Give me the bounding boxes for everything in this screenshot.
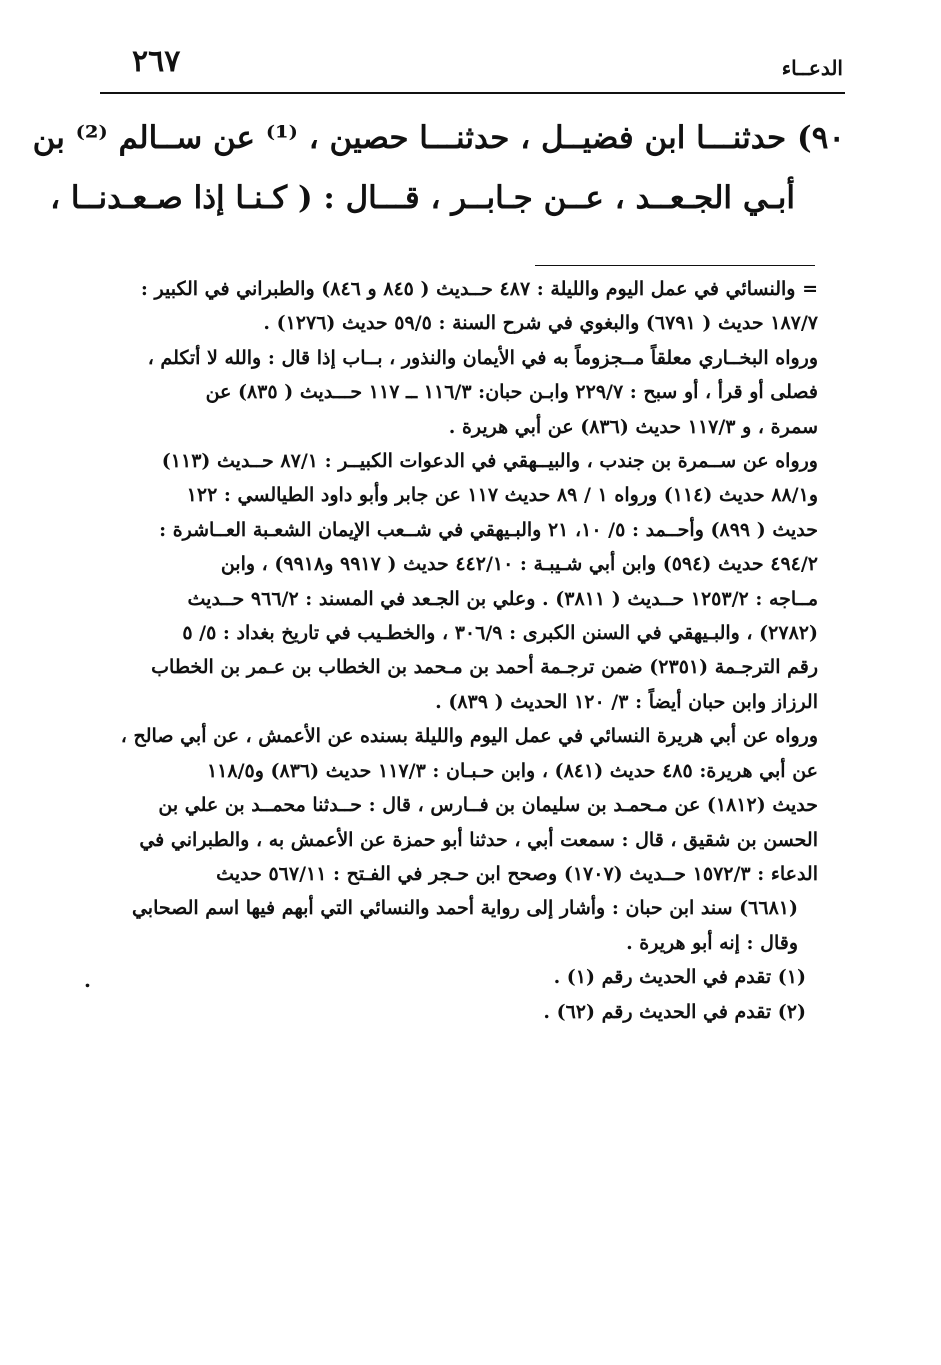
footnote-line: ٤٩٤/٢ حديث (٥٩٤) وابن أبي شـيبـة : ٤٤٢/١٠ حديث ( ٩٩١٧ و٩٩١٨) ، وابن	[220, 553, 818, 576]
margin-mark: .	[84, 968, 91, 992]
footnote-line: = والنسائي في عمل اليوم والليلة : ٤٨٧ حــديث ( ٨٤٥ و ٨٤٦) والطبراني في الكبير :	[140, 278, 818, 300]
footnotes	[102, 272, 818, 1029]
footnote-line: ورواه البخــاري معلقاً مــجزوماً به في الأيمان والنذور ، بــاب إذا قال : والله لا أتكلم ،	[147, 346, 818, 369]
chapter-title: الدعــاء	[781, 56, 843, 80]
running-header	[100, 40, 845, 94]
footnote-line: (٦٦٨١) سند ابن حبان : وأشار إلى رواية أحمد والنسائي التي أبهم فيها اسم الصحابي	[131, 897, 798, 920]
footnote-line: الحسن بن شقيق ، قال : سمعت أبي ، حدثنا أبو حمزة عن الأعمش به ، والطبراني في	[139, 828, 818, 851]
footnote-line: ورواه عن أبي هريرة النسائي في عمل اليوم والليلة بسنده عن الأعمش ، عن أبي صالح ،	[120, 725, 818, 748]
footnote-line: ١٨٧/٧ حديث ( ٦٧٩١) والبغوي في شرح السنة : ٥٩/٥ حديث (١٢٧٦) .	[263, 312, 818, 335]
footnote-line: مــاجه : ١٢٥٣/٢ حــديث ( ٣٨١١) . وعلي بن الجـعد في المسند : ٩٦٦/٢ حــديث	[187, 587, 818, 610]
footnote-line: ورواه عن ســمرة بن جندب ، والبيــهقي في الدعوات الكبيــر : ٨٧/١ حــديث (١١٣)	[161, 450, 818, 473]
footnote-line: (٢٧٨٢) ، والبـيهقي في السنن الكبرى : ٣٠٦/٩ ، والخطـيب في تاريخ بغداد : ٥/ ٥	[182, 622, 818, 645]
hadith-text	[32, 108, 845, 228]
footnote-line: الرزاز وابن حبان أيضاً : ٣/ ١٢٠ الحديث ( ٨٣٩) .	[435, 690, 818, 713]
footnote-2: (٢) تقدم في الحديث رقم (٦٢) .	[543, 1000, 806, 1023]
page-number: ٢٦٧	[132, 44, 181, 79]
footnote-1: (١) تقدم في الحديث رقم (١) .	[553, 966, 806, 989]
footnote-separator	[535, 265, 815, 266]
footnote-line: حديث ( ٨٩٩) وأحــمد : ٥/ ١٠، ٢١ والبـيهقي في شــعب الإيمان الشعـبة العــاشرة :	[159, 518, 818, 541]
hadith-line: ٩٠) حدثنـــا ابن فضيــل ، حدثنـــا حصين ، ⁽¹⁾ عن ســالم ⁽²⁾ بن	[32, 120, 845, 156]
footnote-line: عن أبي هريرة: ٤٨٥ حديث (٨٤١) ، وابن حـبـان : ١١٧/٣ حديث (٨٣٦) و١١٨/٥	[206, 759, 818, 782]
footnote-line: وقال : إنه أبو هريرة .	[626, 931, 798, 954]
footnote-line: حديث (١٨١٢) عن مـحمـد بن سليمان بن فــارس ، قال : حــدثنا محمــد بن علي بن	[158, 794, 818, 817]
footnote-line: رقم الترجـمة (٢٣٥١) ضمن ترجـمة أحمد بن مـحمد بن الخطاب بن عـمر بن الخطاب	[151, 656, 818, 679]
hadith-line: أبـي الجـعــد ، عــن جـابــر ، قـــال : ( كـنـا إذا صـعـدنــا ،	[50, 180, 795, 216]
footnote-line: الدعاء : ١٥٧٢/٣ حــديث (١٧٠٧) وصحح ابن حـجر في الفـتح : ٥٦٧/١١ حديث	[216, 862, 818, 885]
footnote-line: و٨٨/١ حديث (١١٤) ورواه ١ / ٨٩ حديث ١١٧ عن جابر وأبو داود الطيالسي : ١٢٢	[186, 484, 818, 507]
footnote-line: فصلى أو قرأ ، أو سبح : ٢٢٩/٧ وابـن حبان: ١١٦/٣ ــ ١١٧ حـــديث ( ٨٣٥) عن	[205, 381, 818, 404]
footnote-line: سمرة ، و ١١٧/٣ حديث (٨٣٦) عن أبي هريرة .	[448, 415, 818, 438]
